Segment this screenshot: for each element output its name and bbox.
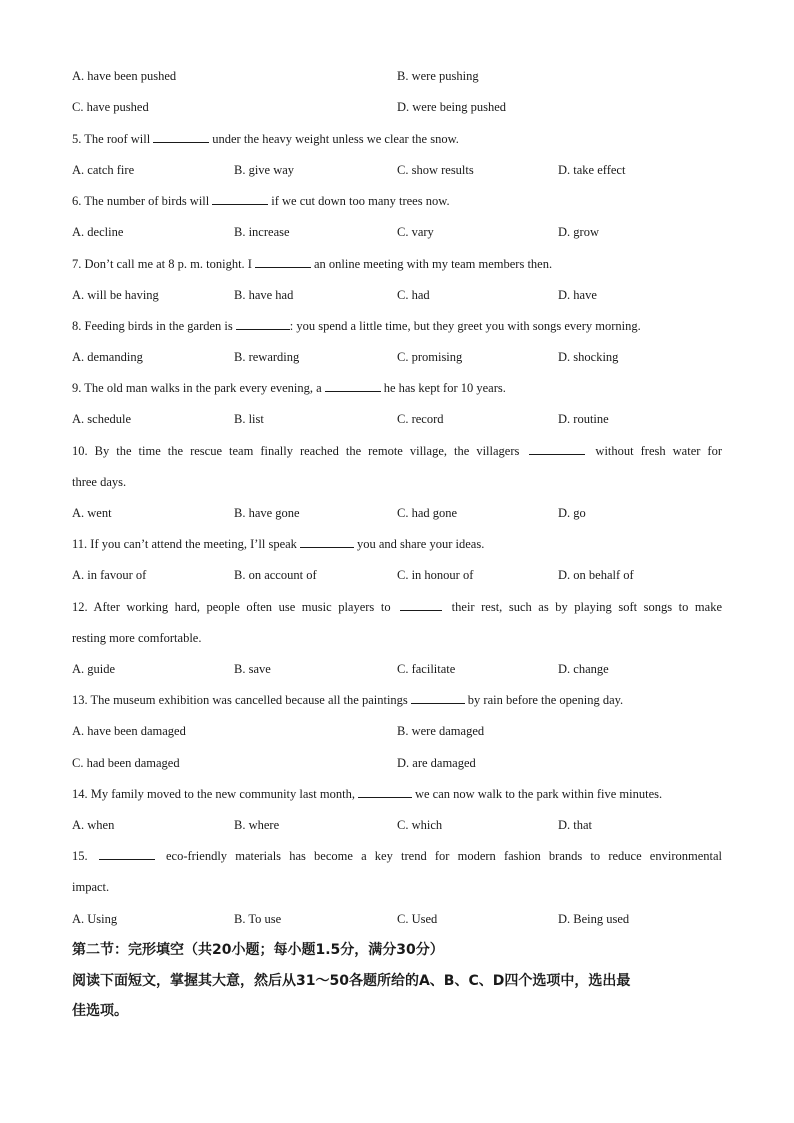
q10-option-d[interactable]: D. go [558, 506, 586, 520]
q9-text-after: he has kept for 10 years. [383, 381, 506, 395]
q6-text-after: if we cut down too many trees now. [271, 194, 450, 208]
q8-blank [236, 318, 290, 330]
section2-instruction-line2: 佳选项。 [72, 1003, 128, 1019]
q10-option-c[interactable]: C. had gone [397, 506, 458, 520]
q15-option-d[interactable]: D. Being used [558, 912, 630, 926]
q7-text-after: an online meeting with my team members then. [313, 257, 553, 271]
q12-option-b[interactable]: B. save [234, 662, 271, 676]
q11-stem [72, 536, 722, 552]
q8-option-d[interactable]: D. shocking [558, 350, 619, 364]
q6-stem [72, 193, 722, 209]
section2-instruction-line1: 阅读下面短文，掌握其大意，然后从31～50各题所给的A、B、C、D四个选项中，选出最 [72, 973, 631, 989]
q8-text-after: : you spend a little time, but they greet you with songs every morning. [289, 319, 641, 333]
q5-option-b[interactable]: B. give way [234, 163, 295, 177]
q9-option-a[interactable]: A. schedule [72, 412, 132, 426]
q10-text-after: without fresh water for [595, 444, 722, 458]
q14-option-d[interactable]: D. that [558, 818, 593, 832]
q5-text-before: 5. The roof will [72, 132, 151, 146]
q13-option-a[interactable]: A. have been damaged [72, 724, 186, 738]
q5-stem [72, 131, 722, 147]
q5-blank [153, 131, 209, 143]
q7-option-b[interactable]: B. have had [234, 288, 294, 302]
q10-stem-line2: three days. [72, 475, 127, 489]
q14-option-a[interactable]: A. when [72, 818, 115, 832]
q9-stem [72, 380, 722, 396]
q6-option-d[interactable]: D. grow [558, 225, 599, 239]
q13-blank [411, 692, 465, 704]
q11-option-d[interactable]: D. on behalf of [558, 568, 634, 582]
q7-option-a[interactable]: A. will be having [72, 288, 159, 302]
q13-option-d[interactable]: D. are damaged [397, 756, 476, 770]
q12-text-before: 12. After working hard, people often use music players to [72, 600, 391, 614]
q12-option-d[interactable]: D. change [558, 662, 609, 676]
q6-blank [212, 193, 268, 205]
q5-text-after: under the heavy weight unless we clear the snow. [212, 132, 459, 146]
q10-text-before: 10. By the time the rescue team finally reached the remote village, the villagers [72, 444, 520, 458]
q12-stem-line2: resting more comfortable. [72, 631, 202, 645]
q14-blank [358, 786, 412, 798]
q7-text-before: 7. Don’t call me at 8 p. m. tonight. I [72, 257, 252, 271]
q12-text-after: their rest, such as by playing soft songs to make [451, 600, 723, 614]
q8-text-before: 8. Feeding birds in the garden is [72, 319, 233, 333]
q7-option-d[interactable]: D. have [558, 288, 597, 302]
q11-option-b[interactable]: B. on account of [234, 568, 317, 582]
q5-option-c[interactable]: C. show results [397, 163, 474, 177]
q11-option-a[interactable]: A. in favour of [72, 568, 147, 582]
q7-option-c[interactable]: C. had [397, 288, 430, 302]
q15-stem-line2: impact. [72, 880, 110, 894]
q10-option-b[interactable]: B. have gone [234, 506, 300, 520]
q15-stem [72, 848, 722, 864]
q4-option-a[interactable]: A. have been pushed [72, 69, 177, 83]
q7-blank [255, 256, 311, 268]
q10-blank [529, 443, 585, 455]
q15-text-before: 15. [72, 849, 88, 863]
section2-heading: 第二节：完形填空（共20小题；每小题1.5分，满分30分） [72, 942, 444, 958]
q6-option-a[interactable]: A. decline [72, 225, 124, 239]
q12-blank [400, 599, 442, 611]
q9-option-b[interactable]: B. list [234, 412, 264, 426]
q13-option-b[interactable]: B. were damaged [397, 724, 485, 738]
q11-blank [300, 536, 354, 548]
q5-option-d[interactable]: D. take effect [558, 163, 626, 177]
q14-option-c[interactable]: C. which [397, 818, 443, 832]
q10-stem [72, 443, 722, 459]
q9-option-c[interactable]: C. record [397, 412, 444, 426]
q8-option-a[interactable]: A. demanding [72, 350, 143, 364]
q13-text-before: 13. The museum exhibition was cancelled because all the paintings [72, 693, 408, 707]
q15-blank [99, 848, 155, 860]
q4-option-c[interactable]: C. have pushed [72, 100, 149, 114]
q15-option-a[interactable]: A. Using [72, 912, 118, 926]
q14-stem [72, 786, 722, 802]
q14-option-b[interactable]: B. where [234, 818, 280, 832]
q11-option-c[interactable]: C. in honour of [397, 568, 474, 582]
q9-text-before: 9. The old man walks in the park every evening, a [72, 381, 322, 395]
q15-option-b[interactable]: B. To use [234, 912, 282, 926]
q13-stem [72, 692, 722, 708]
q8-option-c[interactable]: C. promising [397, 350, 463, 364]
q12-option-c[interactable]: C. facilitate [397, 662, 456, 676]
q15-option-c[interactable]: C. Used [397, 912, 438, 926]
q4-option-b[interactable]: B. were pushing [397, 69, 479, 83]
q7-stem [72, 256, 722, 272]
q12-option-a[interactable]: A. guide [72, 662, 116, 676]
q13-text-after: by rain before the opening day. [467, 693, 624, 707]
q6-text-before: 6. The number of birds will [72, 194, 210, 208]
q14-text-before: 14. My family moved to the new community last month, [72, 787, 355, 801]
q9-blank [325, 380, 381, 392]
q6-option-c[interactable]: C. vary [397, 225, 434, 239]
q12-stem [72, 599, 722, 615]
q5-option-a[interactable]: A. catch fire [72, 163, 135, 177]
q15-text-after: eco-friendly materials has become a key trend for modern fashion brands to reduce environmental [165, 849, 723, 863]
q4-option-d[interactable]: D. were being pushed [397, 100, 506, 114]
q9-option-d[interactable]: D. routine [558, 412, 609, 426]
q6-option-b[interactable]: B. increase [234, 225, 290, 239]
q14-text-after: we can now walk to the park within five minutes. [414, 787, 663, 801]
q8-option-b[interactable]: B. rewarding [234, 350, 300, 364]
q13-option-c[interactable]: C. had been damaged [72, 756, 180, 770]
q10-option-a[interactable]: A. went [72, 506, 112, 520]
q11-text-after: you and share your ideas. [356, 537, 485, 551]
q11-text-before: 11. If you can’t attend the meeting, I’ll speak [72, 537, 297, 551]
q8-stem [72, 318, 722, 334]
